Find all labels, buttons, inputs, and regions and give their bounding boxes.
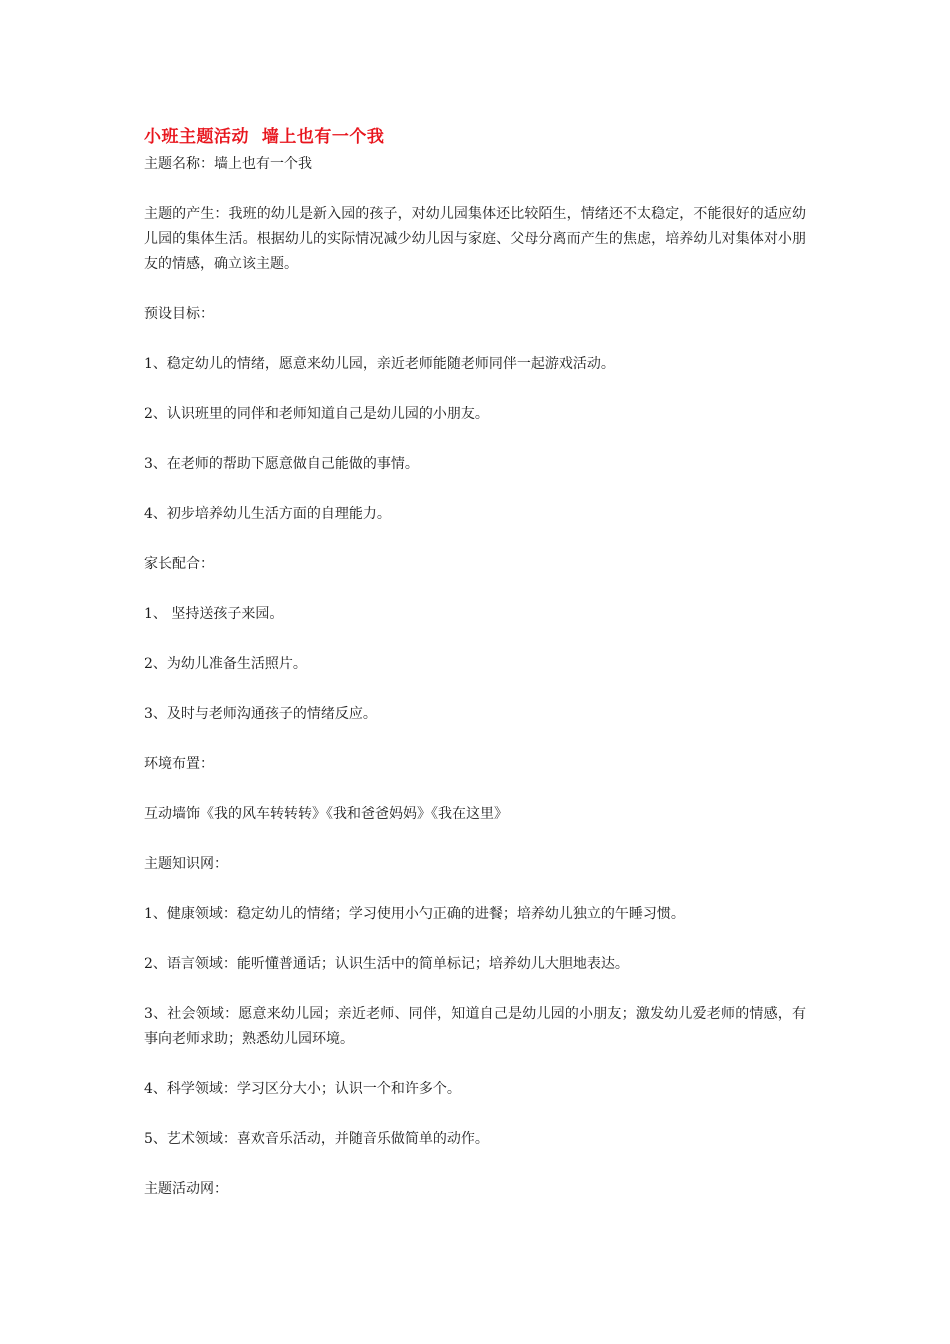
knowledge-item-3: 3、社会领域：愿意来幼儿园；亲近老师、同伴，知道自己是幼儿园的小朋友；激发幼儿爱老师的情感，有事向老师求助；熟悉幼儿园环境。	[144, 1006, 806, 1047]
theme-origin-paragraph: 主题的产生：我班的幼儿是新入园的孩子，对幼儿园集体还比较陌生，情绪还不太稳定，不能很好的适应幼儿园的集体生活。根据幼儿的实际情况减少幼儿因与家庭、父母分离而产生的焦虑，培养幼儿对集体对小朋友的情感，确立该主题。	[144, 206, 806, 272]
parent-cooperation-heading: 家长配合：	[144, 556, 214, 572]
environment-paragraph: 互动墙饰《我的风车转转转》《我和爸爸妈妈》《我在这里》	[144, 806, 508, 822]
goal-item-2: 2、认识班里的同伴和老师知道自己是幼儿园的小朋友。	[144, 406, 489, 422]
goal-item-4: 4、初步培养幼儿生活方面的自理能力。	[144, 506, 391, 522]
parent-item-3: 3、及时与老师沟通孩子的情绪反应。	[144, 706, 377, 722]
goal-item-1: 1、稳定幼儿的情绪，愿意来幼儿园，亲近老师能随老师同伴一起游戏活动。	[144, 356, 615, 372]
parent-item-1: 1、 坚持送孩子来园。	[144, 606, 284, 622]
document-title: 小班主题活动 墙上也有一个我	[144, 127, 385, 147]
theme-name-paragraph: 主题名称：墙上也有一个我	[144, 156, 312, 172]
knowledge-web-heading: 主题知识网：	[144, 856, 228, 872]
knowledge-item-2: 2、语言领域：能听懂普通话；认识生活中的简单标记；培养幼儿大胆地表达。	[144, 956, 629, 972]
knowledge-item-5: 5、艺术领域：喜欢音乐活动，并随音乐做简单的动作。	[144, 1131, 489, 1147]
document-page	[144, 122, 806, 1202]
goal-item-3: 3、在老师的帮助下愿意做自己能做的事情。	[144, 456, 419, 472]
goals-heading: 预设目标：	[144, 306, 214, 322]
knowledge-item-1: 1、健康领域：稳定幼儿的情绪；学习使用小勺正确的进餐；培养幼儿独立的午睡习惯。	[144, 906, 685, 922]
environment-heading: 环境布置：	[144, 756, 214, 772]
parent-item-2: 2、为幼儿准备生活照片。	[144, 656, 307, 672]
knowledge-item-4: 4、科学领域：学习区分大小；认识一个和许多个。	[144, 1081, 461, 1097]
activity-web-heading: 主题活动网：	[144, 1181, 228, 1197]
